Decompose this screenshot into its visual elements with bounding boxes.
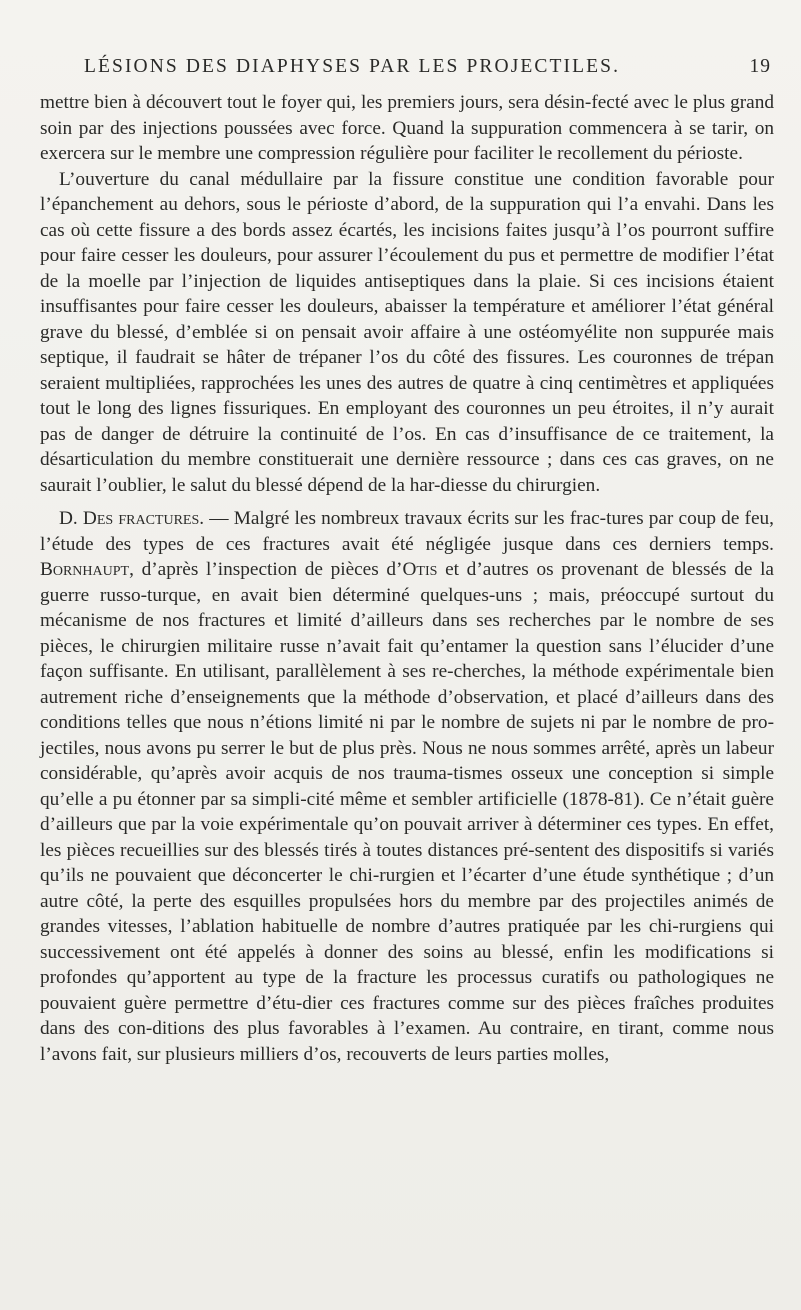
paragraph-text: , d’après l’inspection de pièces d’	[129, 559, 403, 580]
body-text	[40, 90, 774, 1067]
paragraph-medullary-canal: L’ouverture du canal médullaire par la fissure constitue une condition favorable pour l’épanchement au dehors, sous le périoste d’abord, de la suppuration qui l’a envahi. Dans les cas où cette fissure a des bords assez écartés, les incisions faites jusqu’à l’os pourront suffire pour faire cesser les douleurs, pour assurer l’écoulement du pus et permettre de modifier l’état de la moelle par l’injection de liquides antiseptiques dans la plaie. Si ces incisions étaient insuffisantes pour faire cesser les douleurs, abaisser la température et améliorer l’état général grave du blessé, d’emblée si on pensait avoir affaire à une ostéomyélite non suppurée mais septique, il faudrait se hâter de trépaner l’os du côté des fissures. Les couronnes de trépan seraient multipliées, rapprochées les unes des autres de quatre à cinq centimètres et appliquées tout le long des lignes fissuriques. En employant des couronnes un peu étroites, il n’y aurait pas de danger de détruire la continuité de l’os. En cas d’insuffisance de ce traitement, la désarticulation du membre constituerait une dernière ressource ; dans ces cas graves, on ne saurait l’oublier, le salut du blessé dépend de la har-diesse du chirurgien.	[40, 168, 774, 496]
author-name-otis: Otis	[402, 559, 438, 580]
paragraph-fractures	[40, 506, 774, 1067]
paragraph-text: . — Malgré les nombreux travaux écrits sur les frac-tures par coup de feu, l’étude des types de ces fractures avait été négligée jusque dans ces derniers temps.	[40, 508, 774, 555]
paragraph-continued: mettre bien à découvert tout le foyer qui, les premiers jours, sera désin-fecté avec le plus grand soin par des injections poussées avec force. Quand la suppuration commencera à se tarir, on exercera sur le membre une compression régulière pour faciliter le recollement du périoste.	[40, 92, 774, 164]
section-letter: D.	[59, 508, 83, 529]
running-head: LÉSIONS DES DIAPHYSES PAR LES PROJECTILES.	[84, 56, 621, 77]
page-header	[0, 56, 801, 84]
paragraph-text: et d’autres os provenant de blessés de la guerre russo-turque, en avait bien déterminé quelques-uns ; mais, préoccupé surtout du mécanisme de nos fractures et limité d’ailleurs dans ses recherches par le nombre de ses pièces, le chirurgien militaire russe n’avait fait qu’entamer la question sans l’élucider d’une façon suffisante. En utilisant, parallèlement à ses re-cherches, la méthode expérimentale bien autrement riche d’enseignements que la méthode d’observation, et placé d’ailleurs dans des conditions telles que nous n’étions limité ni par le nombre de sujets ni par le nombre de pro-jectiles, nous avons pu serrer le but de plus près. Nous ne nous sommes arrêté, après un labeur considérable, qu’après avoir acquis de nos trauma-tismes osseux une conception si simple qu’elle a pu étonner par sa simpli-cité même et sembler artificielle (1878-81). Ce n’était guère d’ailleurs que par la voie expérimentale qu’on pouvait arriver à déterminer ces types. En effet, les pièces recueillies sur des blessés tirés à toutes distances pré-sentent des dispositifs si variés qu’ils ne pouvaient que déconcerter le chi-rurgien et l’écarter d’une étude synthétique ; d’un autre côté, la perte des esquilles propulsées hors du membre par des projectiles animés de grandes vitesses, l’ablation habituelle de nombre d’autres pratiquée par les chi-rurgiens qui successivement ont été appelés à donner des soins au blessé, enfin les modifications si profondes qu’apportent au type de la fracture les processus curatifs ou pathologiques ne pouvaient guère permettre d’étu-dier ces fractures comme sur des pièces fraîches produites dans des con-ditions des plus favorables à l’examen. Au contraire, en tirant, comme nous l’avons fait, sur plusieurs milliers d’os, recouverts de leurs parties molles,	[40, 559, 774, 1065]
author-name-bornhaupt: Bornhaupt	[40, 559, 130, 580]
page-number: 19	[749, 56, 771, 77]
section-title: Des fractures	[82, 508, 200, 529]
